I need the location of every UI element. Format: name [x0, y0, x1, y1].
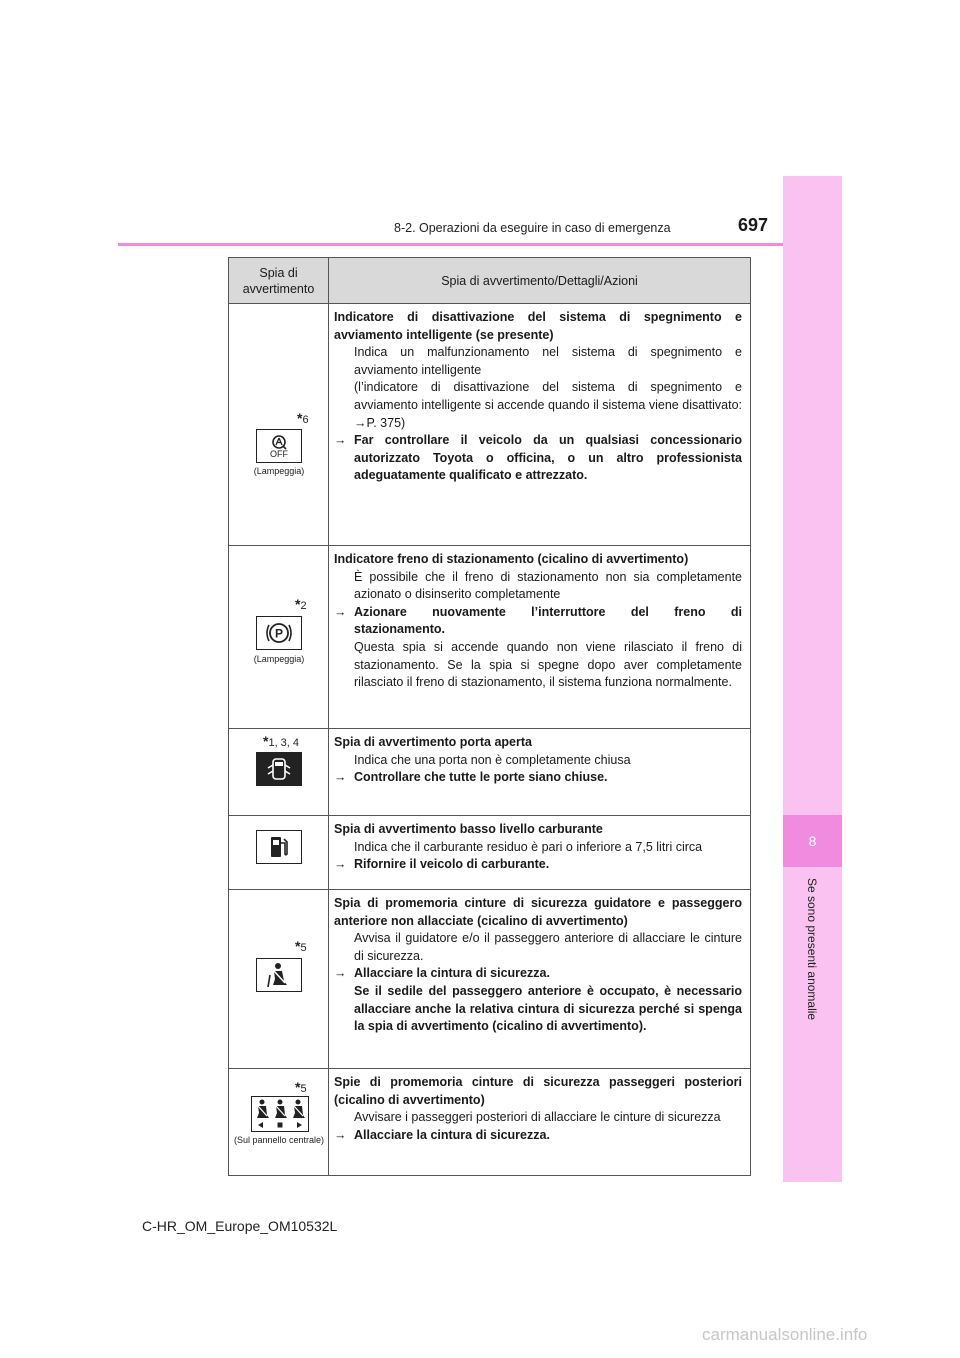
footnote-marker: *5: [295, 938, 307, 954]
off-label: OFF: [270, 448, 288, 459]
description-cell: [329, 1069, 751, 1176]
action-continuation: Se il sedile del passeggero anteriore è occupato, è necessario allacciare anche la relativa cintura di sicurezza perché si spenga la spia di avvertimento (cicalino di avvertimento).: [354, 983, 742, 1034]
page-number: 697: [738, 215, 769, 235]
icon-cell: [229, 890, 329, 1069]
icon-cell: [229, 546, 329, 729]
car-doors-symbol-icon: [265, 756, 293, 782]
table-header-row: [229, 258, 751, 304]
light-title: Spia di avvertimento porta aperta: [334, 735, 532, 749]
watermark: carmanualsonline.info: [702, 1325, 868, 1344]
light-title: Spia di promemoria cinture di sicurezza guidatore e passeggero anteriore non allacciate (cicalino di avvertimento): [334, 896, 742, 928]
column-header-details: Spia di avvertimento/Dettagli/Azioni: [329, 258, 751, 304]
warning-lights-table: [228, 257, 751, 1176]
table-row: [229, 816, 751, 890]
icon-cell: [229, 729, 329, 816]
footnote-marker: *1, 3, 4: [263, 733, 300, 749]
fuel-pump-icon: [256, 830, 302, 864]
footnote-marker: *2: [295, 596, 307, 612]
light-detail: Indica che il carburante residuo è pari o inferiore a 7,5 litri circa: [354, 839, 703, 854]
arrow-icon: →: [334, 857, 347, 872]
rear-seatbelt-reminder-icon: [251, 1096, 309, 1132]
action-item: [334, 856, 742, 874]
table-row: [229, 546, 751, 729]
light-title: Spie di promemoria cinture di sicurezza passeggeri posteriori (cicalino di avvertimento): [334, 1075, 742, 1107]
icon-caption: (Sul pannello centrale): [233, 1135, 325, 1145]
light-title: Spia di avvertimento basso livello carburante: [334, 822, 603, 836]
parking-brake-icon: [256, 616, 302, 650]
light-title: Indicatore di disattivazione del sistema di spegnimento e avviamento intelligente (se presente): [334, 310, 742, 342]
description-cell: [329, 729, 751, 816]
light-detail-note: (l’indicatore di disattivazione del sistema di spegnimento e avviamento intelligente si accende quando il sistema viene disattivato: →P. 375): [354, 380, 742, 430]
icon-caption: (Lampeggia): [253, 466, 305, 476]
light-detail: Avvisa il guidatore e/o il passeggero anteriore di allacciare le cinture di sicurezza.: [354, 931, 742, 963]
document-code: C-HR_OM_Europe_OM10532L: [142, 1218, 338, 1234]
action-text: Controllare che tutte le porte siano chiuse.: [354, 770, 608, 785]
arrow-icon: →: [334, 433, 347, 448]
table-row: [229, 729, 751, 816]
chapter-number-tab: 8: [783, 815, 842, 867]
description-cell: [329, 890, 751, 1069]
table-row: [229, 1069, 751, 1176]
action-text: Allacciare la cintura di sicurezza.: [354, 966, 550, 981]
fuel-pump-symbol-icon: [267, 834, 291, 860]
rear-seatbelts-symbol-icon: [252, 1097, 308, 1131]
action-item: [334, 604, 742, 622]
table-row: [229, 890, 751, 1069]
action-item: [334, 769, 742, 787]
icon-cell: [229, 1069, 329, 1176]
seatbelt-symbol-icon: [265, 961, 293, 989]
light-title: Indicatore freno di stazionamento (cicalino di avvertimento): [334, 552, 689, 566]
table-row: [229, 304, 751, 546]
arrow-icon: →: [334, 1127, 347, 1142]
icon-cell: [229, 816, 329, 890]
description-cell: [329, 304, 751, 546]
seatbelt-reminder-icon: [256, 958, 302, 992]
footnote-marker: *5: [295, 1079, 307, 1095]
action-text: Allacciare la cintura di sicurezza.: [354, 1127, 550, 1142]
arrow-icon: →: [334, 604, 347, 619]
light-detail: Indica che una porta non è completamente chiusa: [354, 752, 631, 767]
icon-cell: [229, 304, 329, 546]
action-item: [334, 432, 742, 485]
light-detail: È possibile che il freno di stazionamento non sia completamente azionato o disinserito completamente: [354, 569, 742, 602]
description-cell: [329, 546, 751, 729]
icon-caption: (Lampeggia): [253, 654, 305, 664]
light-detail-note: Questa spia si accende quando non viene rilasciato il freno di stazionamento. Se la spia si spegne dopo aver completamente rilasciato il freno di stazionamento, il sistema funziona normalmente.: [354, 639, 742, 690]
description-cell: [329, 816, 751, 890]
key-symbol-icon: [269, 434, 289, 450]
action-text: Azionare nuovamente l’interruttore del freno di: [354, 604, 742, 619]
action-item: [334, 1127, 742, 1145]
header-rule: [118, 243, 783, 246]
section-title: 8-2. Operazioni da eseguire in caso di emergenza: [394, 221, 671, 235]
parking-brake-letter: P: [274, 626, 284, 641]
action-item: [334, 965, 742, 983]
smart-entry-off-icon: [256, 429, 302, 463]
column-header-light: Spia di avvertimento: [229, 258, 329, 304]
parking-brake-symbol-icon: [264, 619, 294, 647]
footnote-marker: *6: [297, 410, 309, 426]
action-continuation: stazionamento.: [354, 622, 445, 637]
arrow-icon: →: [334, 770, 347, 785]
arrow-icon: →: [334, 966, 347, 981]
action-text: Far controllare il veicolo da un qualsiasi concessionario autorizzato Toyota o officina, o un altro professionista adeguatamente qualificato e attrezzato.: [354, 433, 742, 483]
chapter-label: Se sono presenti anomalie: [805, 878, 819, 1021]
light-detail: Indica un malfunzionamento nel sistema di spegnimento e avviamento intelligente: [354, 345, 742, 377]
action-text: Rifornire il veicolo di carburante.: [354, 857, 550, 872]
light-detail: Avvisare i passeggeri posteriori di allacciare le cinture di sicurezza: [354, 1110, 721, 1125]
door-open-icon: [256, 752, 302, 786]
